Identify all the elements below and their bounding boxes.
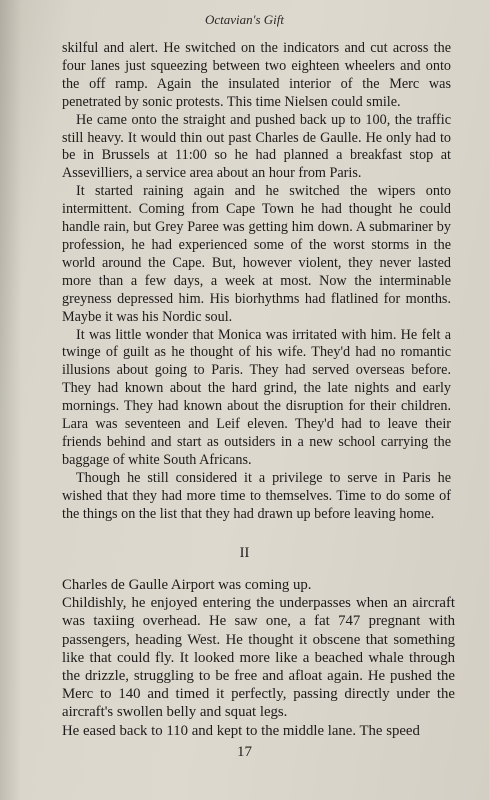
paragraph: He eased back to 110 and kept to the middle lane. The speed xyxy=(62,722,420,739)
paragraph: Charles de Gaulle Airport was coming up. xyxy=(62,577,312,593)
page-number: 17 xyxy=(237,744,252,760)
body-text-section-1 xyxy=(62,40,451,523)
paragraph: skilful and alert. He switched on the indicators and cut across the four lanes just squeezing between two eighteen wheelers and onto the off ramp. Again the insulated interior of the Merc was penetrated by sonic protests. This time Nielsen could smile. xyxy=(62,40,451,110)
paragraph: It was little wonder that Monica was irritated with him. He felt a twinge of guilt as he thought of his wife. They'd had no romantic illusions about going to Paris. They had served overseas before. They had known about the hard grind, the late nights and early mornings. They had known about the disruption for their children. Lara was seventeen and Leif eleven. They'd had to leave their friends behind and start as outsiders in a new school carrying the baggage of white South Africans. xyxy=(62,326,451,468)
paragraph: It started raining again and he switched the wipers onto intermittent. Coming from Cape Town he had thought he could handle rain, but Grey Paree was getting him down. A submariner by profession, he had experienced some of the worst storms in the world around the Cape. But, however violent, they never lasted more than a few days, a week at most. Now the interminable greyness depressed him. His biorhythms had flatlined for months. Maybe it was his Nordic soul. xyxy=(62,183,451,325)
running-head: Octavian's Gift xyxy=(205,12,284,27)
section-number: II xyxy=(239,545,250,561)
paragraph: He came onto the straight and pushed back up to 100, the traffic still heavy. It would thin out past Charles de Gaulle. He only had to be in Brussels at 11:00 so he had planned a breakfast stop at Assevilliers, a service area about an hour from Paris. xyxy=(62,111,451,182)
spine-shadow xyxy=(0,0,22,800)
paragraph: Childishly, he enjoyed entering the underpasses when an aircraft was taxiing overhead. He saw one, a fat 747 pregnant with passengers, heading West. He thought it obscene that something like that could fly. It looked more like a beached whale through the drizzle, struggling to be free and afloat again. He pushed the Merc to 140 and timed it perfectly, passing directly under the aircraft's swollen belly and squat legs. xyxy=(62,595,455,721)
paragraph: Though he still considered it a privilege to serve in Paris he wished that they had more time to themselves. Time to do some of the things on the list that they had drawn up before leaving home. xyxy=(62,469,451,522)
body-text-section-2 xyxy=(62,576,455,740)
